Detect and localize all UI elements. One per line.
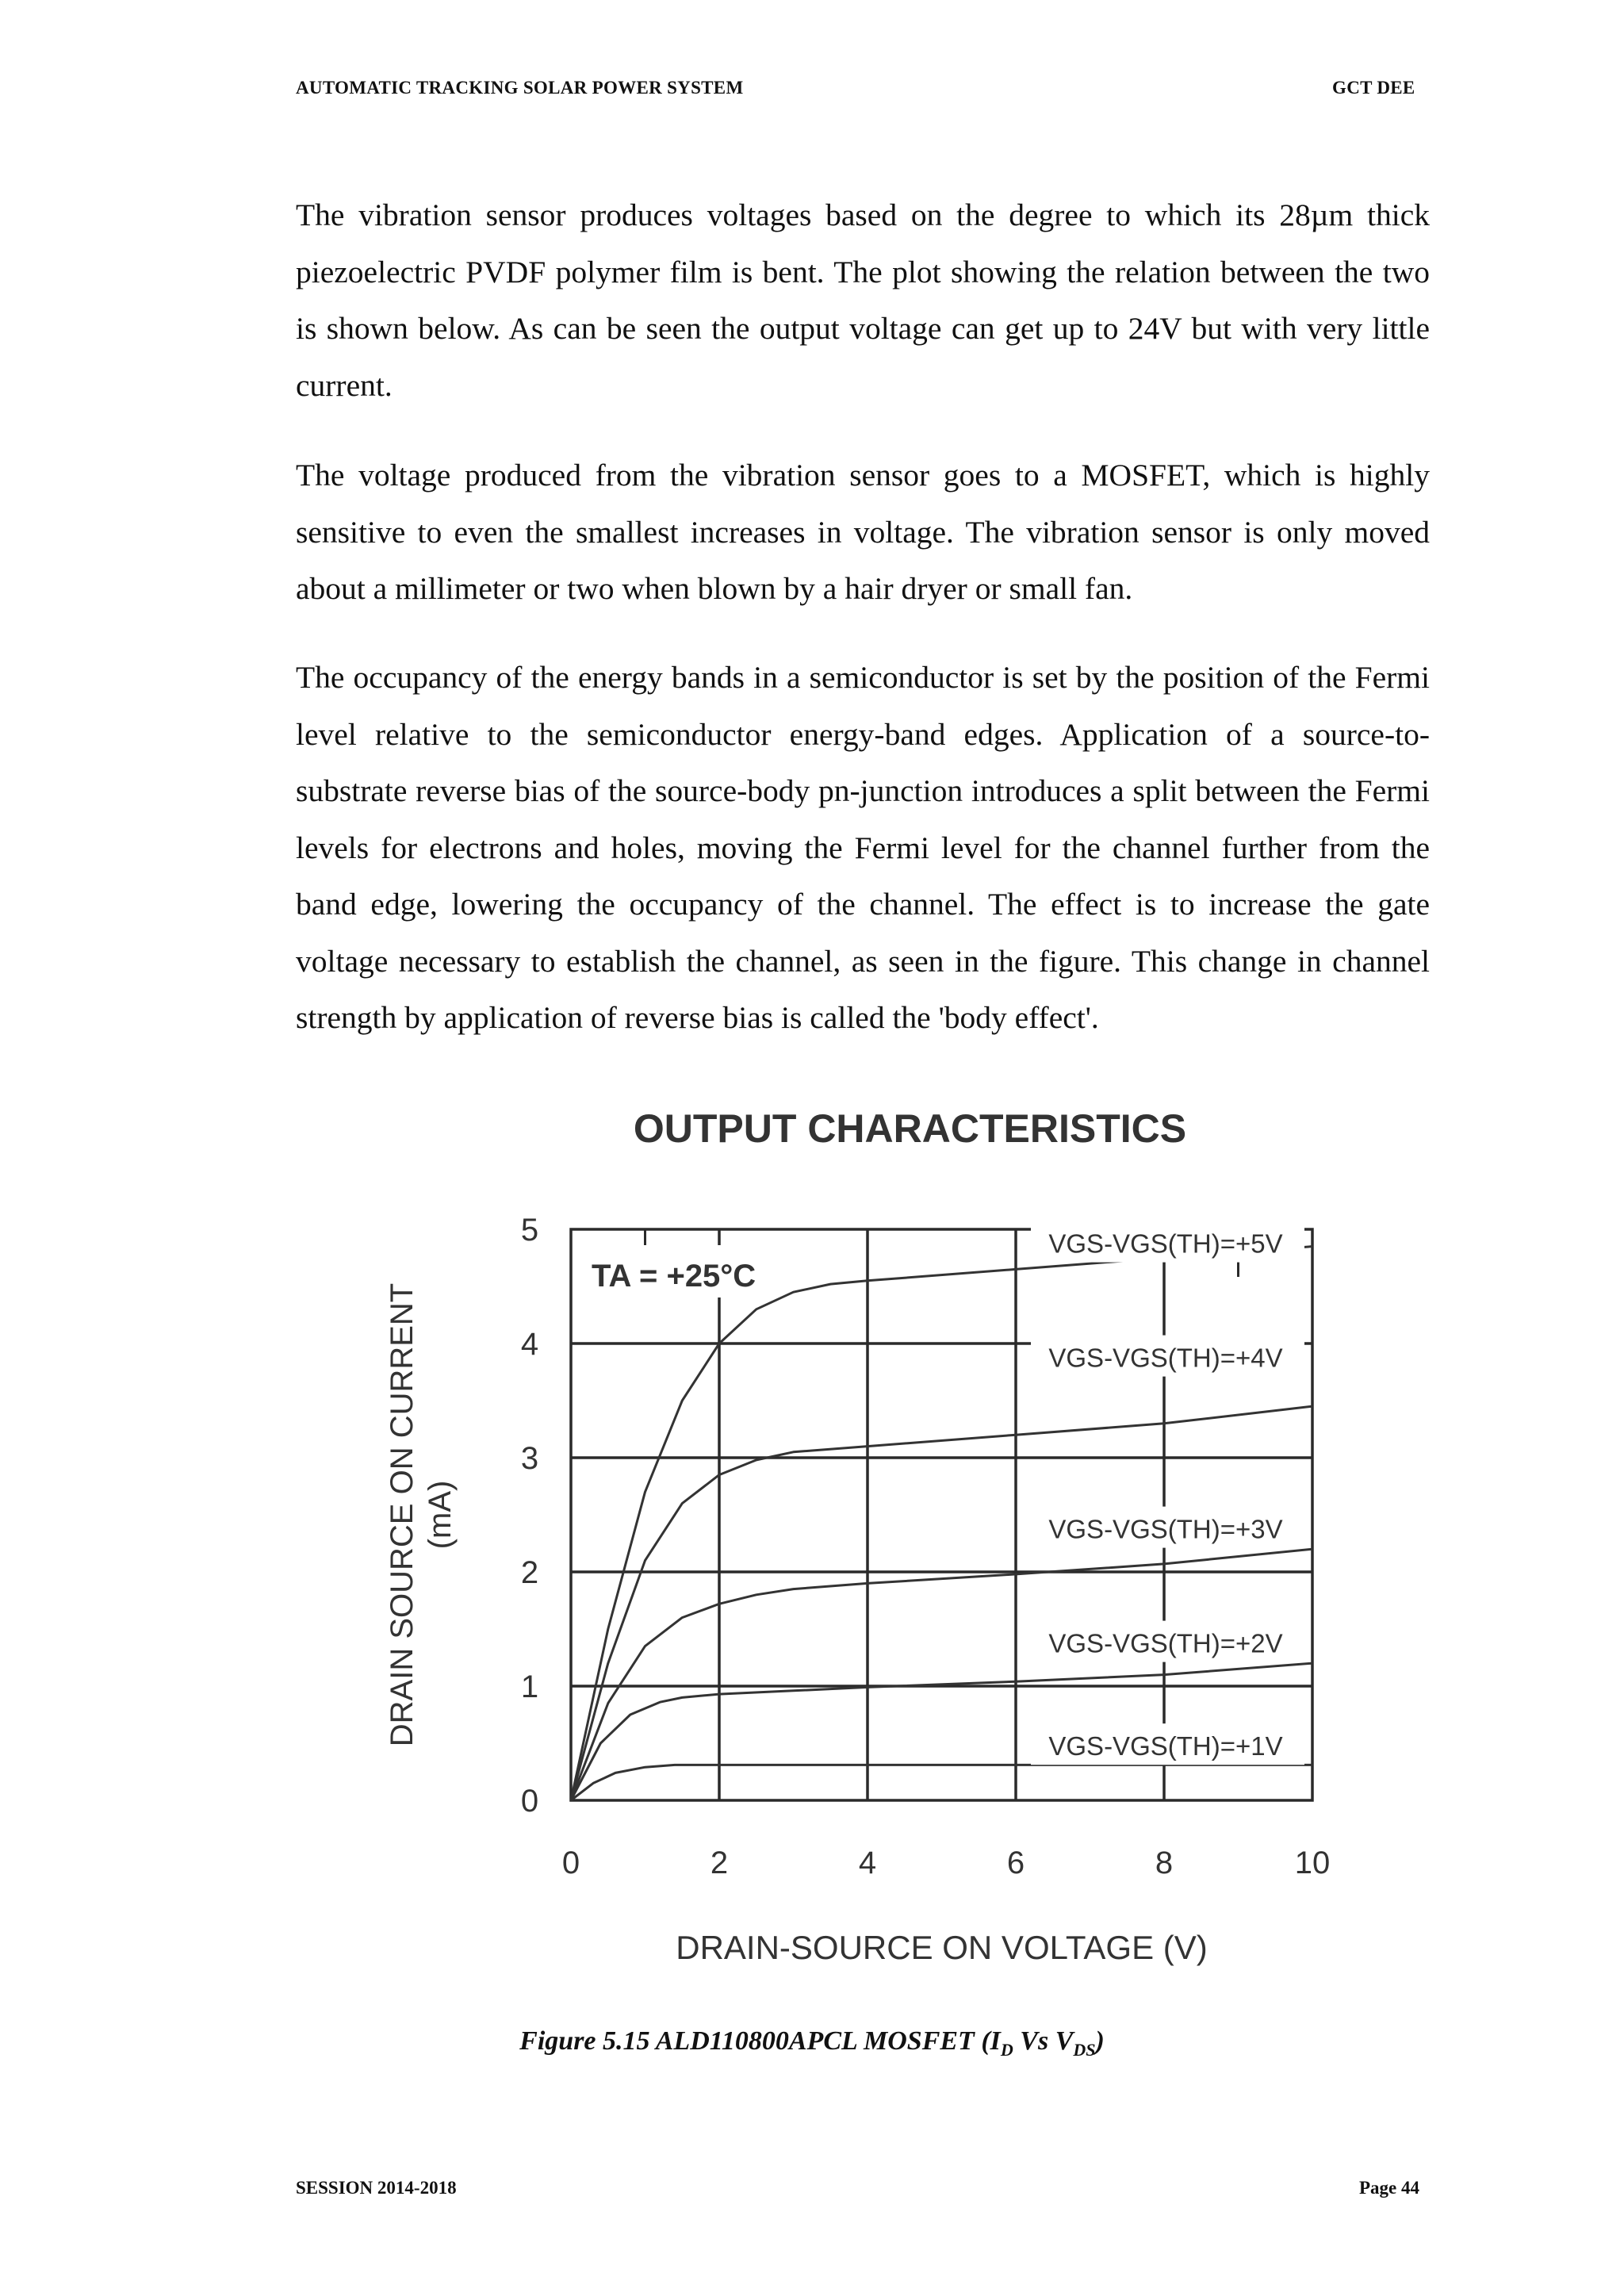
curve-label-3: VGS-VGS(TH)=+3V — [1048, 1514, 1283, 1544]
header-title: AUTOMATIC TRACKING SOLAR POWER SYSTEM — [296, 78, 744, 98]
y-tick-label: 2 — [520, 1555, 539, 1590]
footer-page-number: Page 44 — [1359, 2178, 1420, 2198]
paragraph-mosfet: The voltage produced from the vibration sensor goes to a MOSFET, which is highly sensitive to even the smallest increases in voltage. The vibration sensor is only moved about a millimeter or two when blown by a hair dryer or small fan. — [296, 458, 1430, 606]
x-tick-label: 2 — [710, 1846, 729, 1880]
curve-label-5: VGS-VGS(TH)=+1V — [1048, 1731, 1283, 1761]
paragraph-body-effect: The occupancy of the energy bands in a semiconductor is set by the position of the Fermi level relative to the semiconductor energy-band edges. Application of a source-to-substrate reverse bias of the source-body pn-junction introduces a split between the Fermi levels for electrons and holes, moving the Fermi level for the channel further from the band edge, lowering the occupancy of the channel. The effect is to increase the gate voltage necessary to establish the channel, as seen in the figure. This change in channel strength by application of reverse bias is called the 'body effect'. — [296, 660, 1430, 1035]
chart-title: OUTPUT CHARACTERISTICS — [633, 1106, 1187, 1151]
curve-series-5 — [571, 1765, 1312, 1800]
y-axis-label: DRAIN SOURCE ON CURRENT (mA) — [385, 1282, 458, 1747]
caption-prefix: Figure 5.15 ALD110800APCL MOSFET (I — [519, 2026, 1001, 2056]
footer-session: SESSION 2014-2018 — [296, 2178, 457, 2198]
figure-caption — [0, 2026, 1624, 2060]
paragraph-vibration-sensor: The vibration sensor produces voltages based on the degree to which its 28µm thick piezoelectric PVDF polymer film is bent. The plot showing the relation between the two is shown below. As can be seen the output voltage can get up to 24V but with very little current. — [296, 197, 1430, 403]
curve-label-1: VGS-VGS(TH)=+5V — [1048, 1228, 1283, 1259]
y-tick-label: 0 — [520, 1784, 539, 1819]
x-tick-label: 10 — [1294, 1846, 1331, 1880]
x-axis-label: DRAIN-SOURCE ON VOLTAGE (V) — [676, 1929, 1208, 1966]
chart-labels — [385, 1106, 1330, 1966]
y-tick-label: 5 — [520, 1213, 539, 1248]
x-tick-label: 0 — [561, 1846, 580, 1880]
caption-suffix: ) — [1095, 2026, 1105, 2056]
caption-subscript-ds: DS — [1073, 2039, 1096, 2060]
curve-label-2: VGS-VGS(TH)=+4V — [1048, 1343, 1283, 1373]
temperature-annotation: TA = +25°C — [592, 1259, 756, 1294]
y-tick-label: 1 — [520, 1669, 539, 1704]
output-characteristics-chart — [349, 1087, 1380, 1983]
caption-mid: Vs V — [1013, 2026, 1074, 2056]
caption-subscript-d: D — [1000, 2039, 1013, 2060]
y-tick-label: 4 — [520, 1327, 539, 1362]
y-tick-label: 3 — [520, 1441, 539, 1476]
curve-label-4: VGS-VGS(TH)=+2V — [1048, 1628, 1283, 1658]
x-tick-label: 8 — [1155, 1846, 1174, 1880]
x-tick-label: 6 — [1006, 1846, 1025, 1880]
x-tick-label: 4 — [858, 1846, 877, 1880]
header-department: GCT DEE — [1332, 78, 1415, 98]
